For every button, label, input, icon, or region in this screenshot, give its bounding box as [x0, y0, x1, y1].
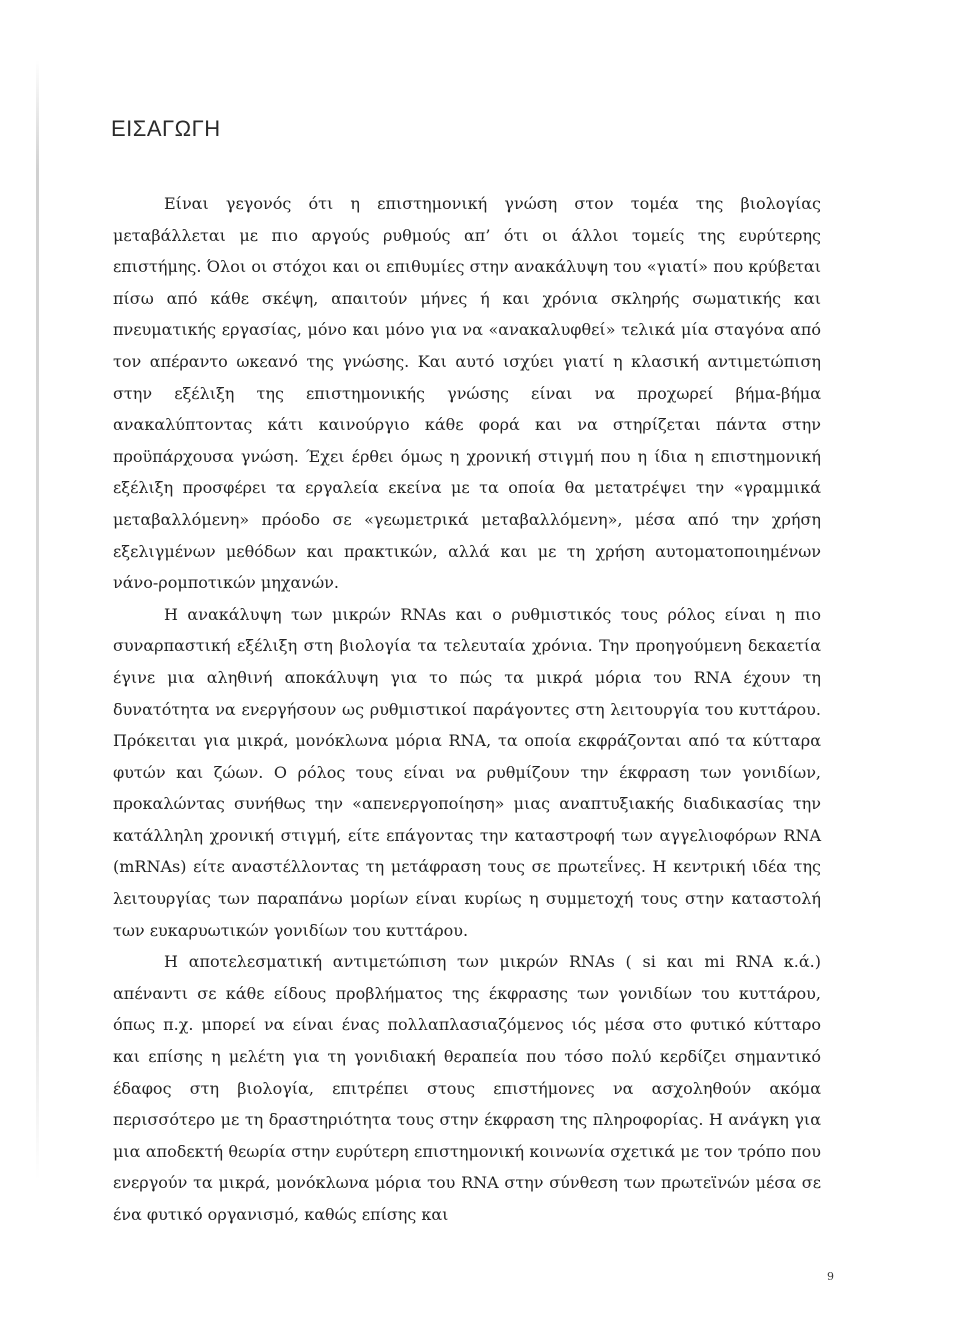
page-title: ΕΙΣΑΓΩΓΗ — [111, 116, 221, 141]
document-body — [113, 188, 821, 1231]
paragraph-1: Είναι γεγονός ότι η επιστημονική γνώση στον τομέα της βιολογίας μεταβάλλεται με πιο αργούς ρυθμούς απ’ ότι οι άλλοι τομείς της ευρύτερης επιστήμης. Όλοι οι στόχοι και οι επιθυμίες στην ανακάλυψη του «γιατί» που κρύβεται πίσω από κάθε σκέψη, απαιτούν μήνες ή και χρόνια σκληρής σωματικής και πνευματικής εργασίας, μόνο και μόνο για να «ανακαλυφθεί» τελικά μία σταγόνα από τον απέραντο ωκεανό της γνώσης. Και αυτό ισχύει γιατί η κλασική αντιμετώπιση στην εξέλιξη της επιστημονικής γνώσης είναι να προχωρεί βήμα-βήμα ανακαλύπτοντας κάτι καινούργιο κάθε φορά και να στηρίζεται πάντα στην προϋπάρχουσα γνώση. Έχει έρθει όμως η χρονική στιγμή που η ίδια η επιστημονική εξέλιξη προσφέρει τα εργαλεία εκείνα με τα οποία θα μετατρέψει την «γραμμικά μεταβαλλόμενη» πρόοδο σε «γεωμετρικά μεταβαλλόμενη», μέσα από την χρήση εξελιγμένων μεθόδων και πρακτικών, αλλά και με τη χρήση αυτοματοποιημένων νάνο-ρομποτικών μηχανών. — [113, 194, 821, 593]
paragraph-2: Η ανακάλυψη των μικρών RNAs και ο ρυθμιστικός τους ρόλος είναι η πιο συναρπαστική εξέλιξη στη βιολογία τα τελευταία χρόνια. Την προηγούμενη δεκαετία έγινε μια αληθινή αποκάλυψη για το πώς τα μικρά μόρια του RNA έχουν τη δυνατότητα να ενεργήσουν ως ρυθμιστικοί παράγοντες στη λειτουργία του κυττάρου. Πρόκειται για μικρά, μονόκλωνα μόρια RNA, τα οποία εκφράζονται από τα κύτταρα φυτών και ζώων. Ο ρόλος τους είναι να ρυθμίζουν την έκφραση των γονιδίων, προκαλώντας συνήθως την «απενεργοποίηση» μιας αναπτυξιακής διαδικασίας την κατάλληλη χρονική στιγμή, είτε επάγοντας την καταστροφή των αγγελιοφόρων RNA (mRNAs) είτε αναστέλλοντας τη μετάφραση τους σε πρωτεΐνες. Η κεντρική ιδέα της λειτουργίας των παραπάνω μορίων είναι κυρίως η συμμετοχή τους στην καταστολή των ευκαρυωτικών γονιδίων του κυττάρου. — [113, 604, 821, 940]
page-number: 9 — [827, 1270, 834, 1283]
scan-edge-shadow — [36, 60, 39, 1180]
paragraph-3: Η αποτελεσματική αντιμετώπιση των μικρών RNAs ( si και mi RNA κ.ά.) απέναντι σε κάθε είδους προβλήματος της έκφρασης των γονιδίων του κυττάρου, όπως π.χ. μπορεί να είναι ένας πολλαπλασιαζόμενος ιός μέσα στο φυτικό κύτταρο και επίσης η μελέτη για τη γονιδιακή θεραπεία που τόσο πολύ κερδίζει σημαντικό έδαφος στη βιολογία, επιτρέπει στους επιστήμονες να ασχοληθούν ακόμα περισσότερο με τη δραστηριότητα τους στην έκφραση της πληροφορίας. Η ανάγκη για μια αποδεκτή θεωρία στην ευρύτερη επιστημονική κοινωνία σχετικά με τον τρόπο που ενεργούν τα μικρά, μονόκλωνα μόρια του RNA στην σύνθεση των πρωτεϊνών μέσα σε ένα φυτικό οργανισμό, καθώς επίσης και — [113, 952, 821, 1224]
